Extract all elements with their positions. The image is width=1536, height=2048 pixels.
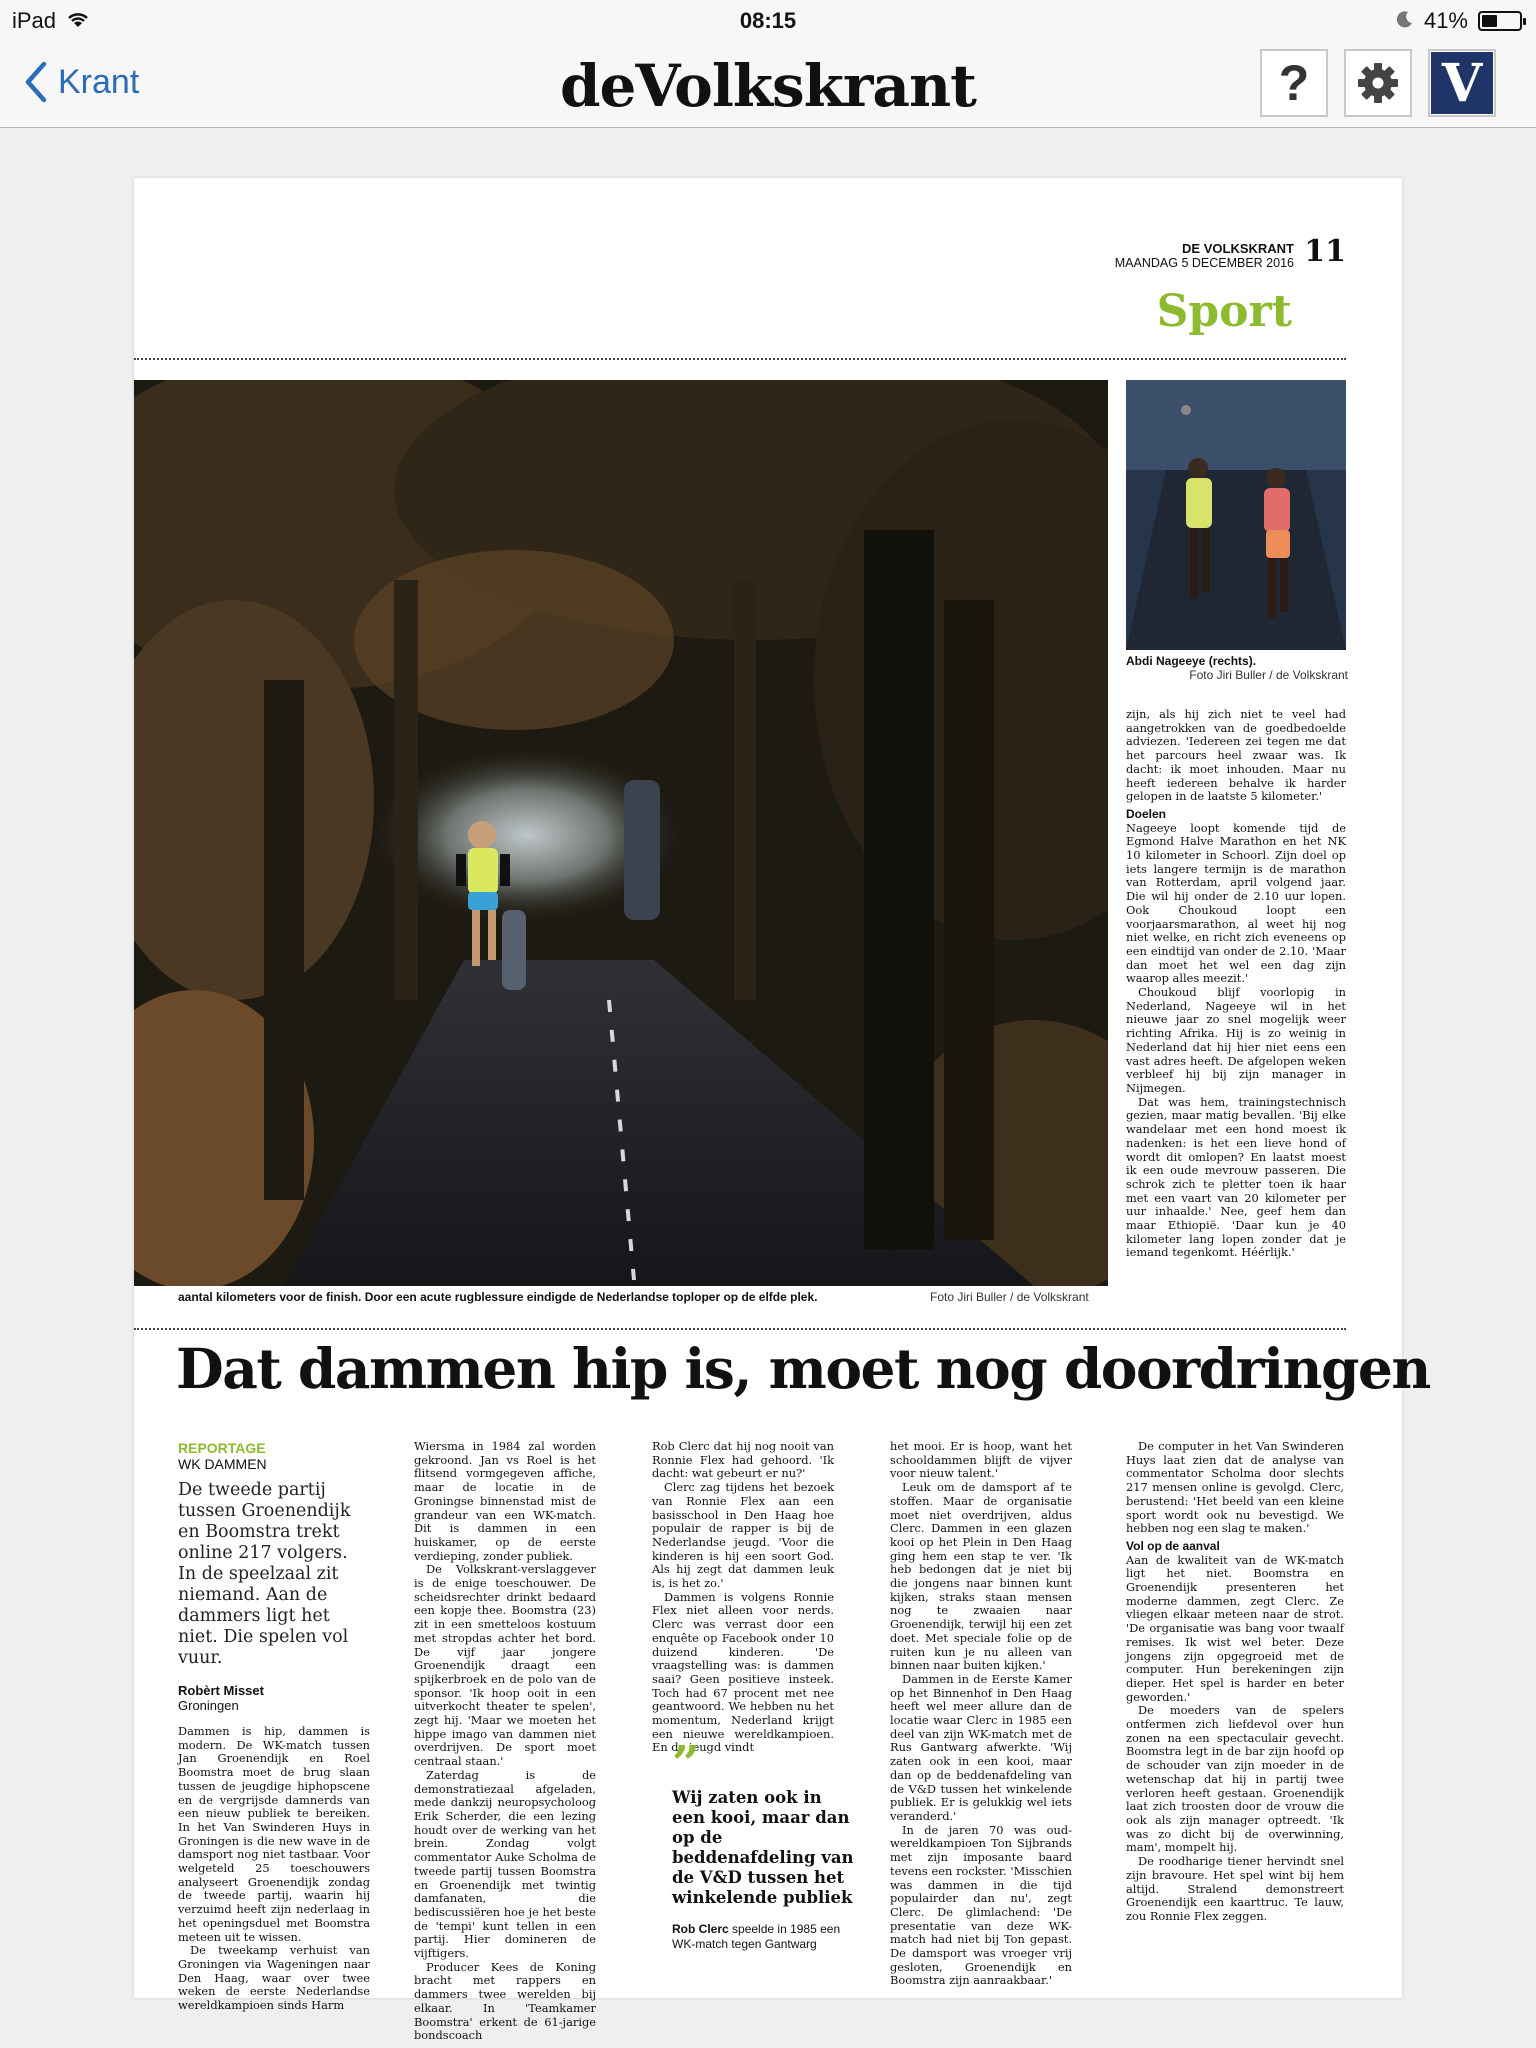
newspaper-logo: deVolkskrant xyxy=(560,52,976,120)
settings-button[interactable] xyxy=(1344,49,1412,117)
page-folio xyxy=(1115,242,1294,270)
side-photo-runners xyxy=(1126,380,1346,650)
paper-name: DE VOLKSKRANT xyxy=(1182,241,1294,256)
battery-icon xyxy=(1478,11,1522,31)
article-paragraph: Zaterdag is de demonstratiezaal afgeladen, mede dankzij neuropsycholoog Erik Scherder, die een lezing houdt over de werking van het brein. Zondag volgt commentator Auke Scholma de tweede partij tussen Boomstra en Groenendijk met twintig damfanaten, die bediscussiëren hoe je het beste de 'tempi' kunt tellen in een partij. Hier domineren de vijftigers. xyxy=(414,1767,596,1961)
article-paragraph: Clerc zag tijdens het bezoek van Ronnie Flex aan een basisschool in Den Haag hoe populair de rapper is bij de Nederlandse jeugd. 'Voor die kinderen is hij een soort God. Als hij zegt dat dammen leuk is, is het zo.' xyxy=(652,1480,834,1591)
article-paragraph: De moeders van de spelers ontfermen zich liefdevol over hun zonen na een spectaculair gevecht. Boomstra legt in de bar zijn hoofd op de schouder van zijn moeder in de wetenschap dat hij in partij twee verloren heeft gestaan. Groenendijk laat zich troosten door de vrouw die ook als zijn manager optreedt. 'Ik was zo dicht bij de overwinning, mam', mompelt hij. xyxy=(1126,1703,1344,1855)
article-headline: Dat dammen hip is, moet nog doordringen xyxy=(176,1336,1430,1401)
article-paragraph: Wiersma in 1984 zal worden gekroond. Jan vs Roel is het flitsend vormgegeven affiche, maar de locatie in de Groningse binnenstad mist de grandeur van een WK-match. Dit is dammen in een huiskamer, op de eerste verdieping, zonder publiek. xyxy=(414,1439,596,1563)
issue-date: MAANDAG 5 DECEMBER 2016 xyxy=(1114,256,1294,270)
help-icon: ? xyxy=(1278,55,1310,111)
main-photo-credit: Foto Jiri Buller / de Volkskrant xyxy=(930,1290,1089,1304)
side-paragraph: zijn, als hij zich niet te veel had aangetrokken van de goedbedoelde adviezen. 'Iedereen zei tegen me dat het parcours heel zwaar was. Ik dacht: ik moet inhouden. Maar nu heeft iedereen behalve ik harder gelopen in de laatste 5 kilometer.' xyxy=(1126,707,1346,804)
pull-quote-attribution xyxy=(672,1922,858,1952)
side-paragraph: Nageeye loopt komende tijd de Egmond Halve Marathon en het NK 10 kilometer in Schoorl. Zijn doel op iets langere termijn is de marathon van Rotterdam, april volgend jaar. Die wil hij onder de 2.10 uur lopen. Ook Choukoud loopt een voorjaarsmarathon, al weet hij nog niet welke, en richt zich eveneens op een eindtijd van onder de 2.10. 'Maar dan moet het wel een dag zijn waarop alles meezit.' xyxy=(1126,820,1346,986)
volkskrant-v-icon: V xyxy=(1431,52,1493,114)
clock: 08:15 xyxy=(739,8,797,33)
pull-quote-author: Rob Clerc xyxy=(672,1922,729,1936)
battery-percentage: 41% xyxy=(1423,8,1468,33)
article-author: Robèrt Misset xyxy=(178,1683,264,1698)
article-paragraph: Rob Clerc dat hij nog nooit van Ronnie Flex had gehoord. 'Ik dacht: wat gebeurt er nu?' xyxy=(652,1439,834,1481)
article-column-2 xyxy=(414,1440,596,2043)
article-paragraph: Producer Kees de Koning bracht met rappers en dammers twee werelden bij elkaar. In 'Teamkamer Boomstra' erkent de 61-jarige bondscoach xyxy=(414,1959,596,2043)
article-column-5 xyxy=(1126,1440,1344,1924)
article-paragraph: Aan de kwaliteit van de WK-match ligt het niet. Boomstra en Groenendijk presenteren het moderne dammen, zegt Clerc. Ze vliegen elkaar meteen naar de strot. 'De organisatie was bang voor twaalf remises. Ik wist wel beter. Deze jongens zijn opgegroeid met de computer. Hun berekeningen zijn dieper. Het spel is harder en beter geworden.' xyxy=(1126,1552,1344,1704)
article-paragraph: De computer in het Van Swinderen Huys laat zien dat de analyse van commentator Scholma door slechts 217 mensen online is gevolgd. Clerc, berustend: 'Het beeld van een kleine sport wordt ook nu bevestigd. We hebben nog een slag te maken.' xyxy=(1126,1439,1344,1536)
device-name: iPad xyxy=(12,8,57,33)
quote-mark-icon: ” xyxy=(672,1736,700,1792)
article-column-1 xyxy=(178,1440,370,2013)
side-photo-credit: Foto Jiri Buller / de Volkskrant xyxy=(1189,668,1348,682)
navigation-bar xyxy=(0,40,1536,128)
article-paragraph: Dammen in de Eerste Kamer op het Binnenhof in Den Haag heeft wel meer allure dan de locatie waar Clerc in 1985 een deel van zijn WK-match met de Rus Gantwarg afwerkte. 'Wij zaten ook in een kooi, maar dan op de beddenafdeling van de V&D tussen het winkelende publiek. Er is gelukkig wel iets veranderd.' xyxy=(890,1671,1072,1823)
side-subhead: Doelen xyxy=(1126,806,1167,821)
help-button[interactable] xyxy=(1260,49,1328,117)
article-paragraph: het mooi. Er is hoop, want het schooldammen blijft de vijver voor nieuw talent.' xyxy=(890,1439,1072,1481)
moon-icon xyxy=(1396,8,1414,34)
side-paragraph: Dat was hem, trainingstechnisch gezien, maar matig bevallen. 'Bij elke wandelaar met een hond moest ik nadenken: is het een lieve hond of wordt dit omlopen? En laatst moest ik een oude mevrouw passeren. Die schrok zich te pletter toen ik haar met een vaart van 20 kilometer per uur inhaalde.' Nee, geef hem dan maar Ethiopië. 'Daar kun je 40 kilometer lang lopen zonder dat je iemand tegenkomt. Héérlijk.' xyxy=(1126,1094,1346,1260)
account-button[interactable] xyxy=(1428,49,1496,117)
pull-quote xyxy=(672,1736,858,1952)
battery-level xyxy=(1482,15,1497,27)
article-paragraph: Dammen is hip, dammen is modern. De WK-match tussen Jan Groenendijk en Roel Boomstra moet de brug slaan tussen de jeugdige hiphopscene en de vergrijsde damnerds van een nieuw publiek te bereiken. In het Van Swinderen Huys in Groningen is die new wave in de damsport nog niet tastbaar. Voor welgeteld 25 toeschouwers analyseert Groenendijk zondag de tweede partij, waarin hij verzuimd heeft zijn nederlaag in het openingsduel met Boomstra meteen uit te wissen. xyxy=(178,1724,370,1944)
newspaper-page xyxy=(134,178,1430,2043)
side-article-column xyxy=(1126,708,1346,1260)
gear-icon xyxy=(1356,61,1400,105)
main-photo-caption: aantal kilometers voor de finish. Door een acute rugblessure eindigde de Nederlandse toploper op de elfde plek. xyxy=(178,1290,818,1304)
article-paragraph: In de jaren 70 was oud-wereldkampioen Ton Sijbrands met zijn imposante baard tevens een rockster. 'Misschien was dammen in die tijd populairder dan nu', zegt Clerc. De glimlachend: 'De presentatie van deze WK-match had niet bij Ton gepast. De damsport was vroeger vrij gesloten, Groenendijk en Boomstra zijn aanraakbaar.' xyxy=(890,1822,1072,1988)
section-title: Sport xyxy=(1156,286,1292,337)
article-kicker-sub: WK DAMMEN xyxy=(178,1456,267,1472)
article-kicker: REPORTAGE xyxy=(178,1440,266,1456)
pull-quote-text: Wij zaten ook in een kooi, maar dan op de beddenafdeling van de V&D tussen het winkelende publiek xyxy=(672,1788,854,1907)
article-paragraph: De Volkskrant-verslaggever is de enige toeschouwer. De scheidsrechter drinkt bedaard een kopje thee. Boomstra (23) zit in een smetteloos kostuum met stropdas achter het bord. De vijf jaar jongere Groenendijk draagt een spijkerbroek en de polo van de sponsor. 'Ik hoop ooit in een uitverkocht theater te spelen', zegt hij. 'Maar we moeten het hippe imago van dammen niet overdrijven. De sport moet centraal staan.' xyxy=(414,1562,596,1769)
article-column-4 xyxy=(890,1440,1072,1988)
article-paragraph: Dammen is volgens Ronnie Flex niet alleen voor nerds. Clerc was verrast door een enquête op Facebook onder 10 duizend kinderen. 'De vraagstelling was: is dammen saai? Geen positieve insteek. Toch had 67 procent met nee geantwoord. We hebben nu het momentum, Nederland krijgt een nieuwe wereldkampioen. En de jeugd vindt xyxy=(652,1589,834,1755)
pull-quote-role: speelde in 1985 een WK-match tegen Gantwarg xyxy=(672,1922,841,1951)
divider xyxy=(134,358,1346,360)
article-paragraph: De tweekamp verhuist van Groningen via Wageningen naar Den Haag, waar over twee weken de eerste Nederlandse wereldkampioen sinds Harm xyxy=(178,1943,370,2013)
article-paragraph: De roodharige tiener hervindt snel zijn bravoure. Het spel wint bij hem altijd. Stralend demonstreert Groenendijk een kaarttruc. Te lauw, zou Ronnie Flex zeggen. xyxy=(1126,1854,1344,1923)
article-paragraph: Leuk om de damsport af te stoffen. Maar de organisatie moet niet overdrijven, aldus Clerc. Dammen in een glazen kooi op het Plein in Den Haag ging hem een stap te ver. 'Ik heb bedongen dat je niet bij die jongens naar binnen kunt kijken, straks staan mensen nog te zwaaien naar Groenendijk, terwijl hij een zet doet. Met speciale folie op de ruiten kun je nu alleen van binnen naar buiten kijken.' xyxy=(890,1480,1072,1673)
side-paragraph: Choukoud blijf voorlopig in Nederland, Nageeye wil in het nieuwe jaar zo snel mogelijk weer richting Afrika. Hij is zo weinig in Nederland dat hij hier niet eens een vast adres heeft. De afgelopen weken verbleef hij bij zijn manager in Nijmegen. xyxy=(1126,985,1346,1095)
article-intro: De tweede partij tussen Groenendijk en Boomstra trekt online 217 volgers. In de speelzaal zit niemand. Aan de dammers ligt het niet. Die spelen vol vuur. xyxy=(178,1480,351,1668)
status-bar xyxy=(0,0,1536,40)
side-photo-caption: Abdi Nageeye (rechts). xyxy=(1126,654,1257,668)
main-photo-runner xyxy=(134,380,1108,1286)
divider xyxy=(134,1328,1346,1330)
article-subhead: Vol op de aanval xyxy=(1126,1538,1220,1553)
article-column-3 xyxy=(652,1440,834,1755)
back-label: Krant xyxy=(58,62,140,101)
article-location: Groningen xyxy=(178,1698,239,1713)
page-number: 11 xyxy=(1304,234,1346,269)
